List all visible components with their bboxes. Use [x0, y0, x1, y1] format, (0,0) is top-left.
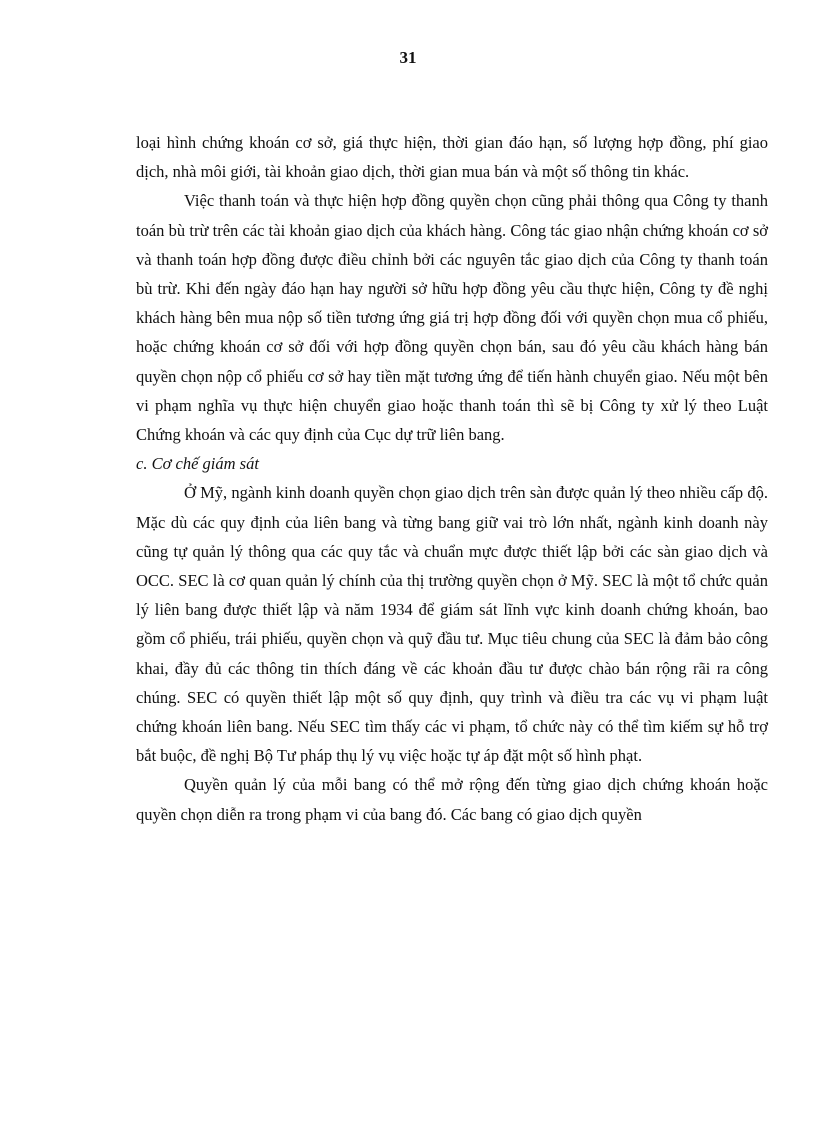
paragraph-continued: loại hình chứng khoán cơ sở, giá thực hiện, thời gian đáo hạn, số lượng hợp đồng, phí giao dịch, nhà môi giới, tài khoản giao dịch, thời gian mua bán và một số thông tin khác.: [136, 133, 768, 182]
body-text: [136, 128, 768, 829]
paragraph-state-authority: Quyền quản lý của mỗi bang có thể mở rộng đến từng giao dịch chứng khoán hoặc quyền chọn diễn ra trong phạm vi của bang đó. Các bang có giao dịch quyền: [136, 775, 768, 824]
paragraph-supervision: Ở Mỹ, ngành kinh doanh quyền chọn giao dịch trên sàn được quản lý theo nhiều cấp độ. Mặc dù các quy định của liên bang và từng bang giữ vai trò lớn nhất, ngành kinh doanh này cũng tự quản lý thông qua các quy tắc và chuẩn mực được thiết lập bởi các sàn giao dịch và OCC. SEC là cơ quan quản lý chính của thị trường quyền chọn ở Mỹ. SEC là một tổ chức quản lý liên bang được thiết lập và năm 1934 để giám sát lĩnh vực kinh doanh chứng khoán, bao gồm cổ phiếu, trái phiếu, quyền chọn và quỹ đầu tư. Mục tiêu chung của SEC là đảm bảo công khai, đầy đủ các thông tin thích đáng về các khoản đầu tư được chào bán rộng rãi ra công chúng. SEC có quyền thiết lập một số quy định, quy trình và điều tra các vụ vi phạm luật chứng khoán liên bang. Nếu SEC tìm thấy các vi phạm, tổ chức này có thể tìm kiếm sự hỗ trợ bắt buộc, đề nghị Bộ Tư pháp thụ lý vụ việc hoặc tự áp đặt một số hình phạt.: [136, 483, 768, 766]
paragraph-settlement: Việc thanh toán và thực hiện hợp đồng quyền chọn cũng phải thông qua Công ty thanh toán bù trừ trên các tài khoản giao dịch của khách hàng. Công tác giao nhận chứng khoán cơ sở và thanh toán hợp đồng được điều chỉnh bởi các nguyên tắc giao dịch của Công ty thanh toán bù trừ. Khi đến ngày đáo hạn hay người sở hữu hợp đồng yêu cầu thực hiện, Công ty đề nghị khách hàng bên mua nộp số tiền tương ứng giá trị hợp đồng đối với quyền chọn mua cổ phiếu, hoặc chứng khoán cơ sở đối với hợp đồng quyền chọn bán, sau đó yêu cầu khách hàng bán quyền chọn nộp cổ phiếu cơ sở hay tiền mặt tương ứng để tiến hành chuyển giao. Nếu một bên vi phạm nghĩa vụ thực hiện chuyển giao hoặc thanh toán thì sẽ bị Công ty xử lý theo Luật Chứng khoán và các quy định của Cục dự trữ liên bang.: [136, 191, 768, 445]
page-number: 31: [399, 48, 417, 67]
section-heading-supervision: c. Cơ chế giám sát: [136, 454, 259, 474]
